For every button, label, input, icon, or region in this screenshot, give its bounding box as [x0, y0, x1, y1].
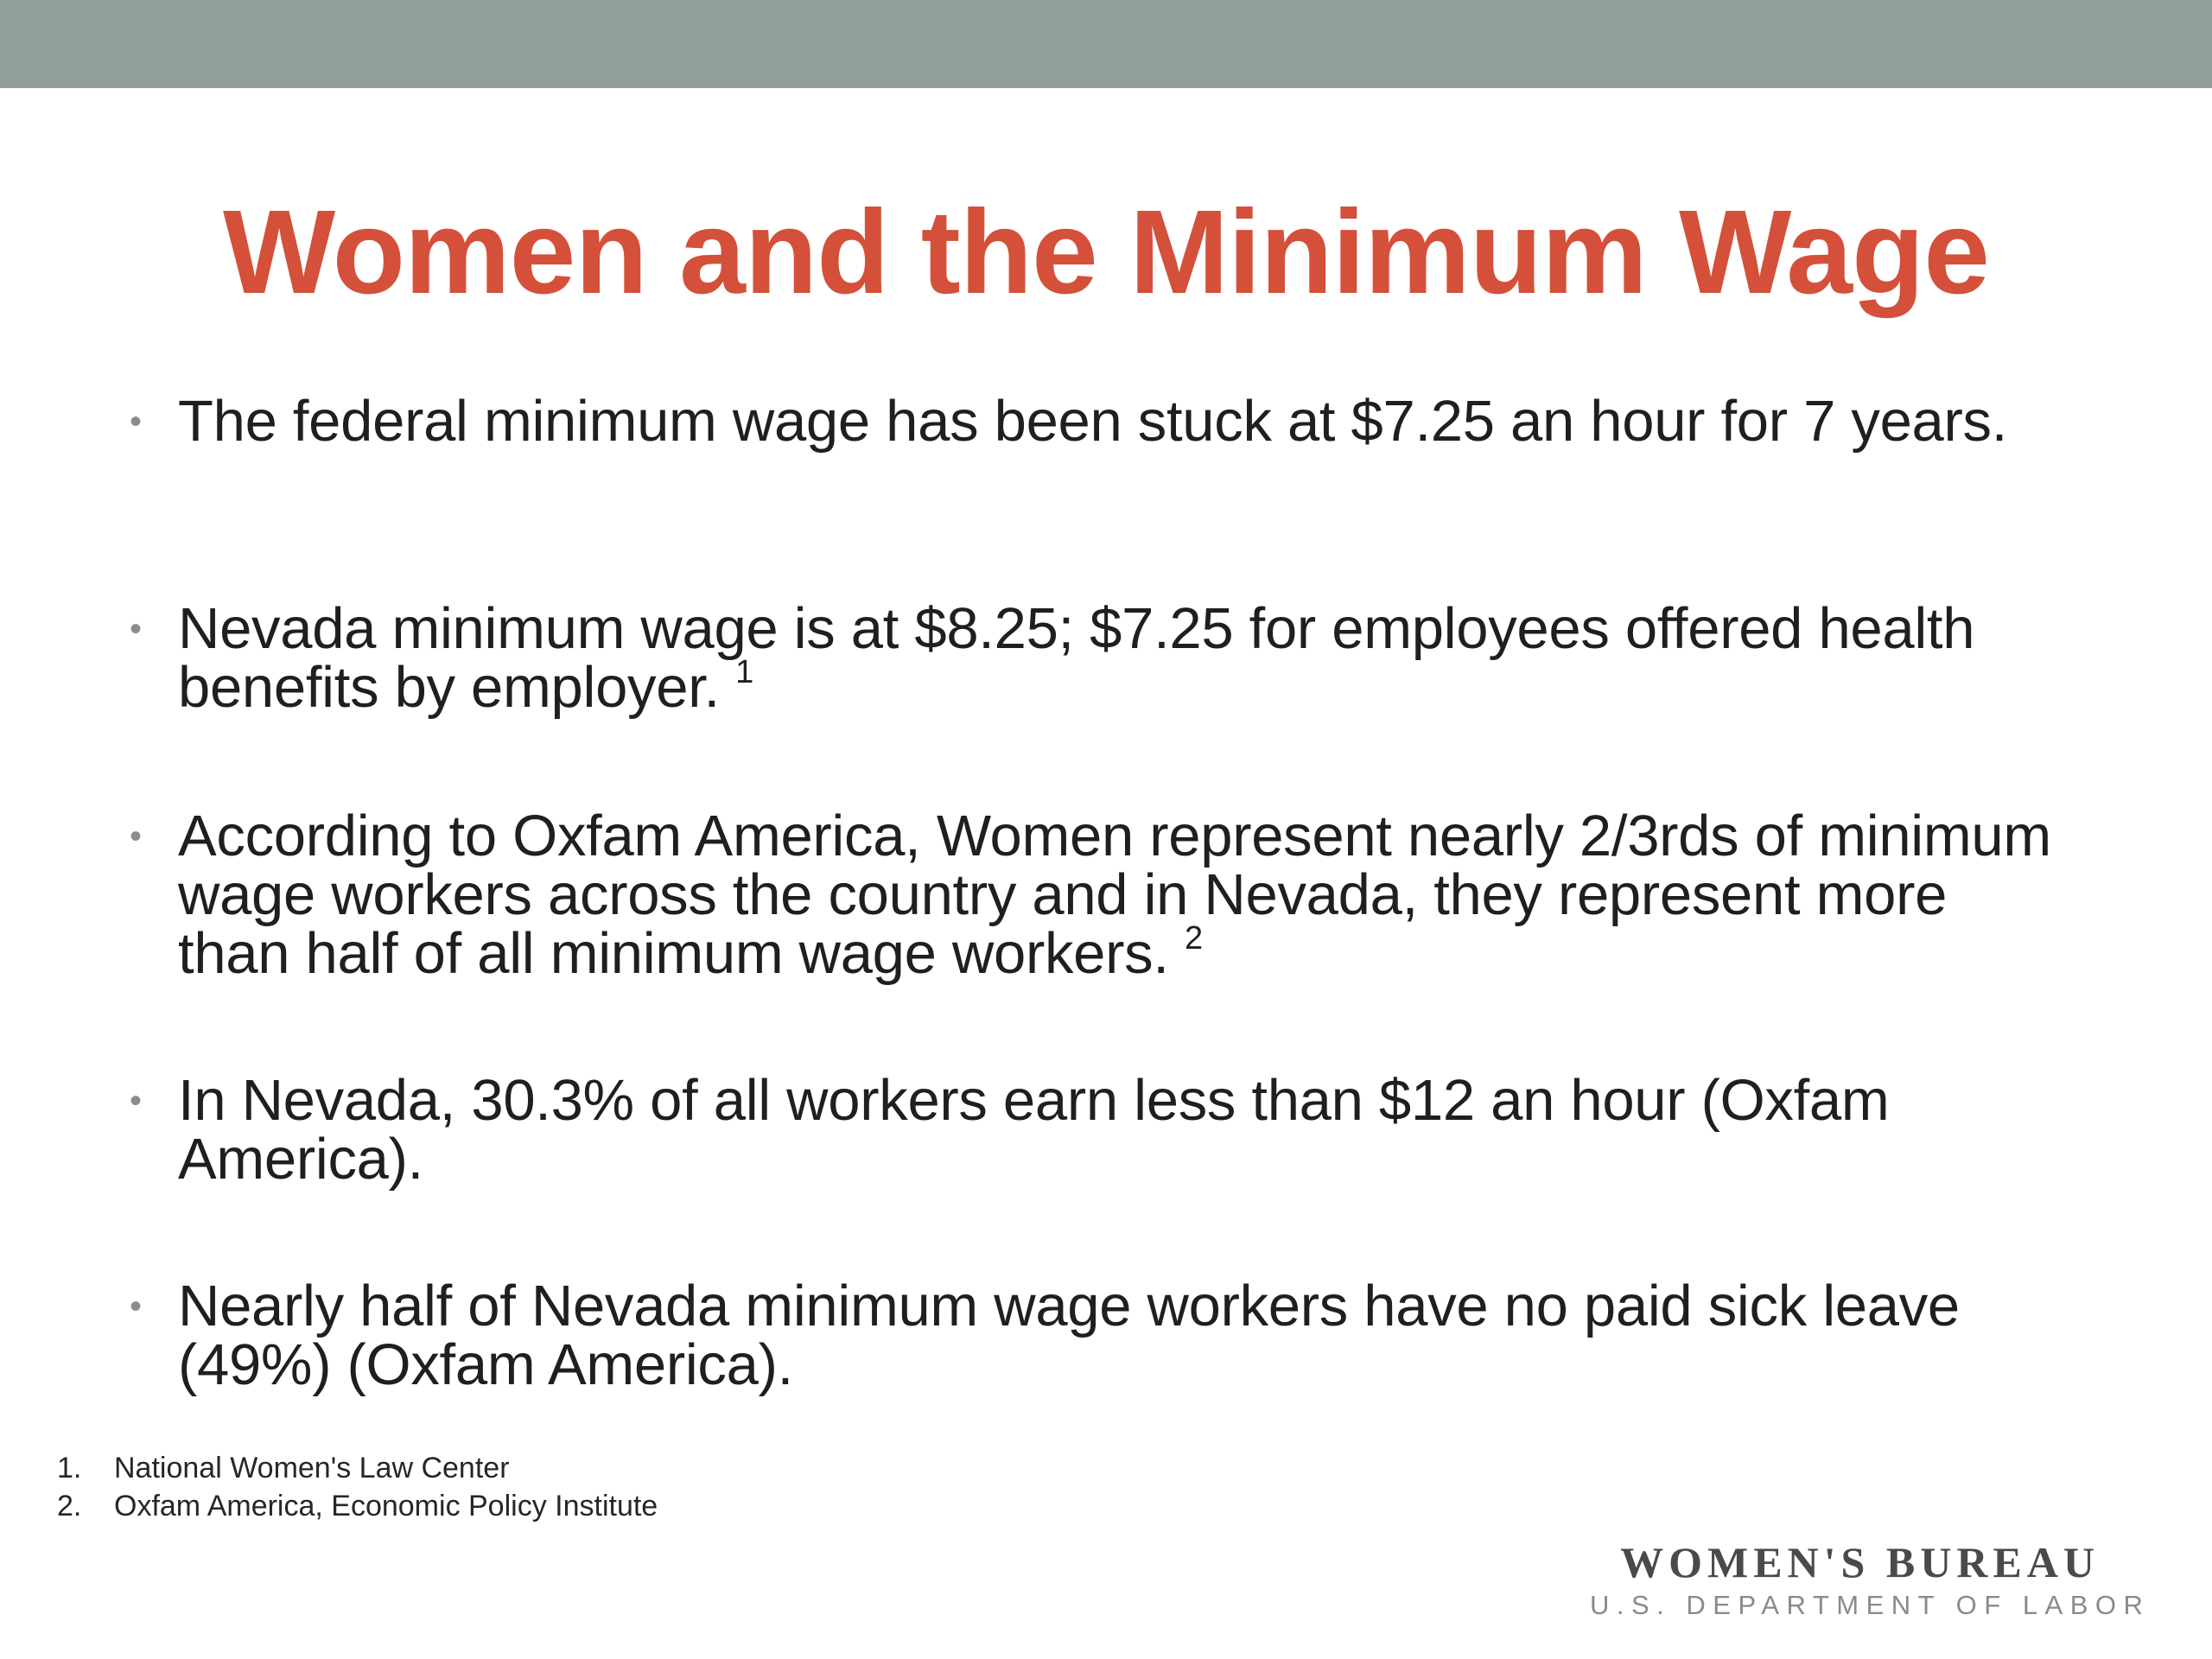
bullet-dot-icon: •	[130, 817, 143, 855]
footnote-ref: 1	[735, 654, 754, 690]
womens-bureau-logo	[1590, 1536, 2151, 1623]
bullet-dot-icon: •	[130, 1287, 143, 1325]
footnote-number: 2.	[57, 1490, 82, 1522]
bullet-text: The federal minimum wage has been stuck at $7.25 an hour for 7 years.	[178, 389, 2008, 454]
footnote-ref: 2	[1185, 920, 1203, 957]
slide-title: Women and the Minimum Wage	[222, 186, 1990, 319]
bullet-dot-icon: •	[130, 610, 143, 648]
footnote-text: National Women's Law Center	[114, 1452, 510, 1484]
bullet-text: According to Oxfam America, Women represent nearly 2/3rds of minimum wage workers across the country and in Nevada, they represent more than half of all minimum wage workers. $^2$	[178, 804, 2051, 986]
footnote-item	[57, 1488, 658, 1524]
footnote-item	[57, 1450, 510, 1486]
logo-subtitle: U.S. DEPARTMENT OF LABOR	[1590, 1590, 2151, 1620]
bullet-dot-icon: •	[130, 1082, 143, 1120]
footnote-number: 1.	[57, 1452, 82, 1484]
footnote-text: Oxfam America, Economic Policy Institute	[114, 1490, 658, 1522]
bullet-text: In Nevada, 30.3% of all workers earn less than $12 an hour (Oxfam America).	[178, 1068, 1890, 1192]
bullet-text: Nevada minimum wage is at $8.25; $7.25 for employees offered health benefits by employer. $^1$	[178, 596, 1975, 720]
bullet-dot-icon: •	[130, 403, 143, 441]
bullet-text: Nearly half of Nevada minimum wage workers have no paid sick leave (49%) (Oxfam America).	[178, 1274, 1960, 1397]
logo-title: WOMEN'S BUREAU	[1620, 1538, 2100, 1586]
